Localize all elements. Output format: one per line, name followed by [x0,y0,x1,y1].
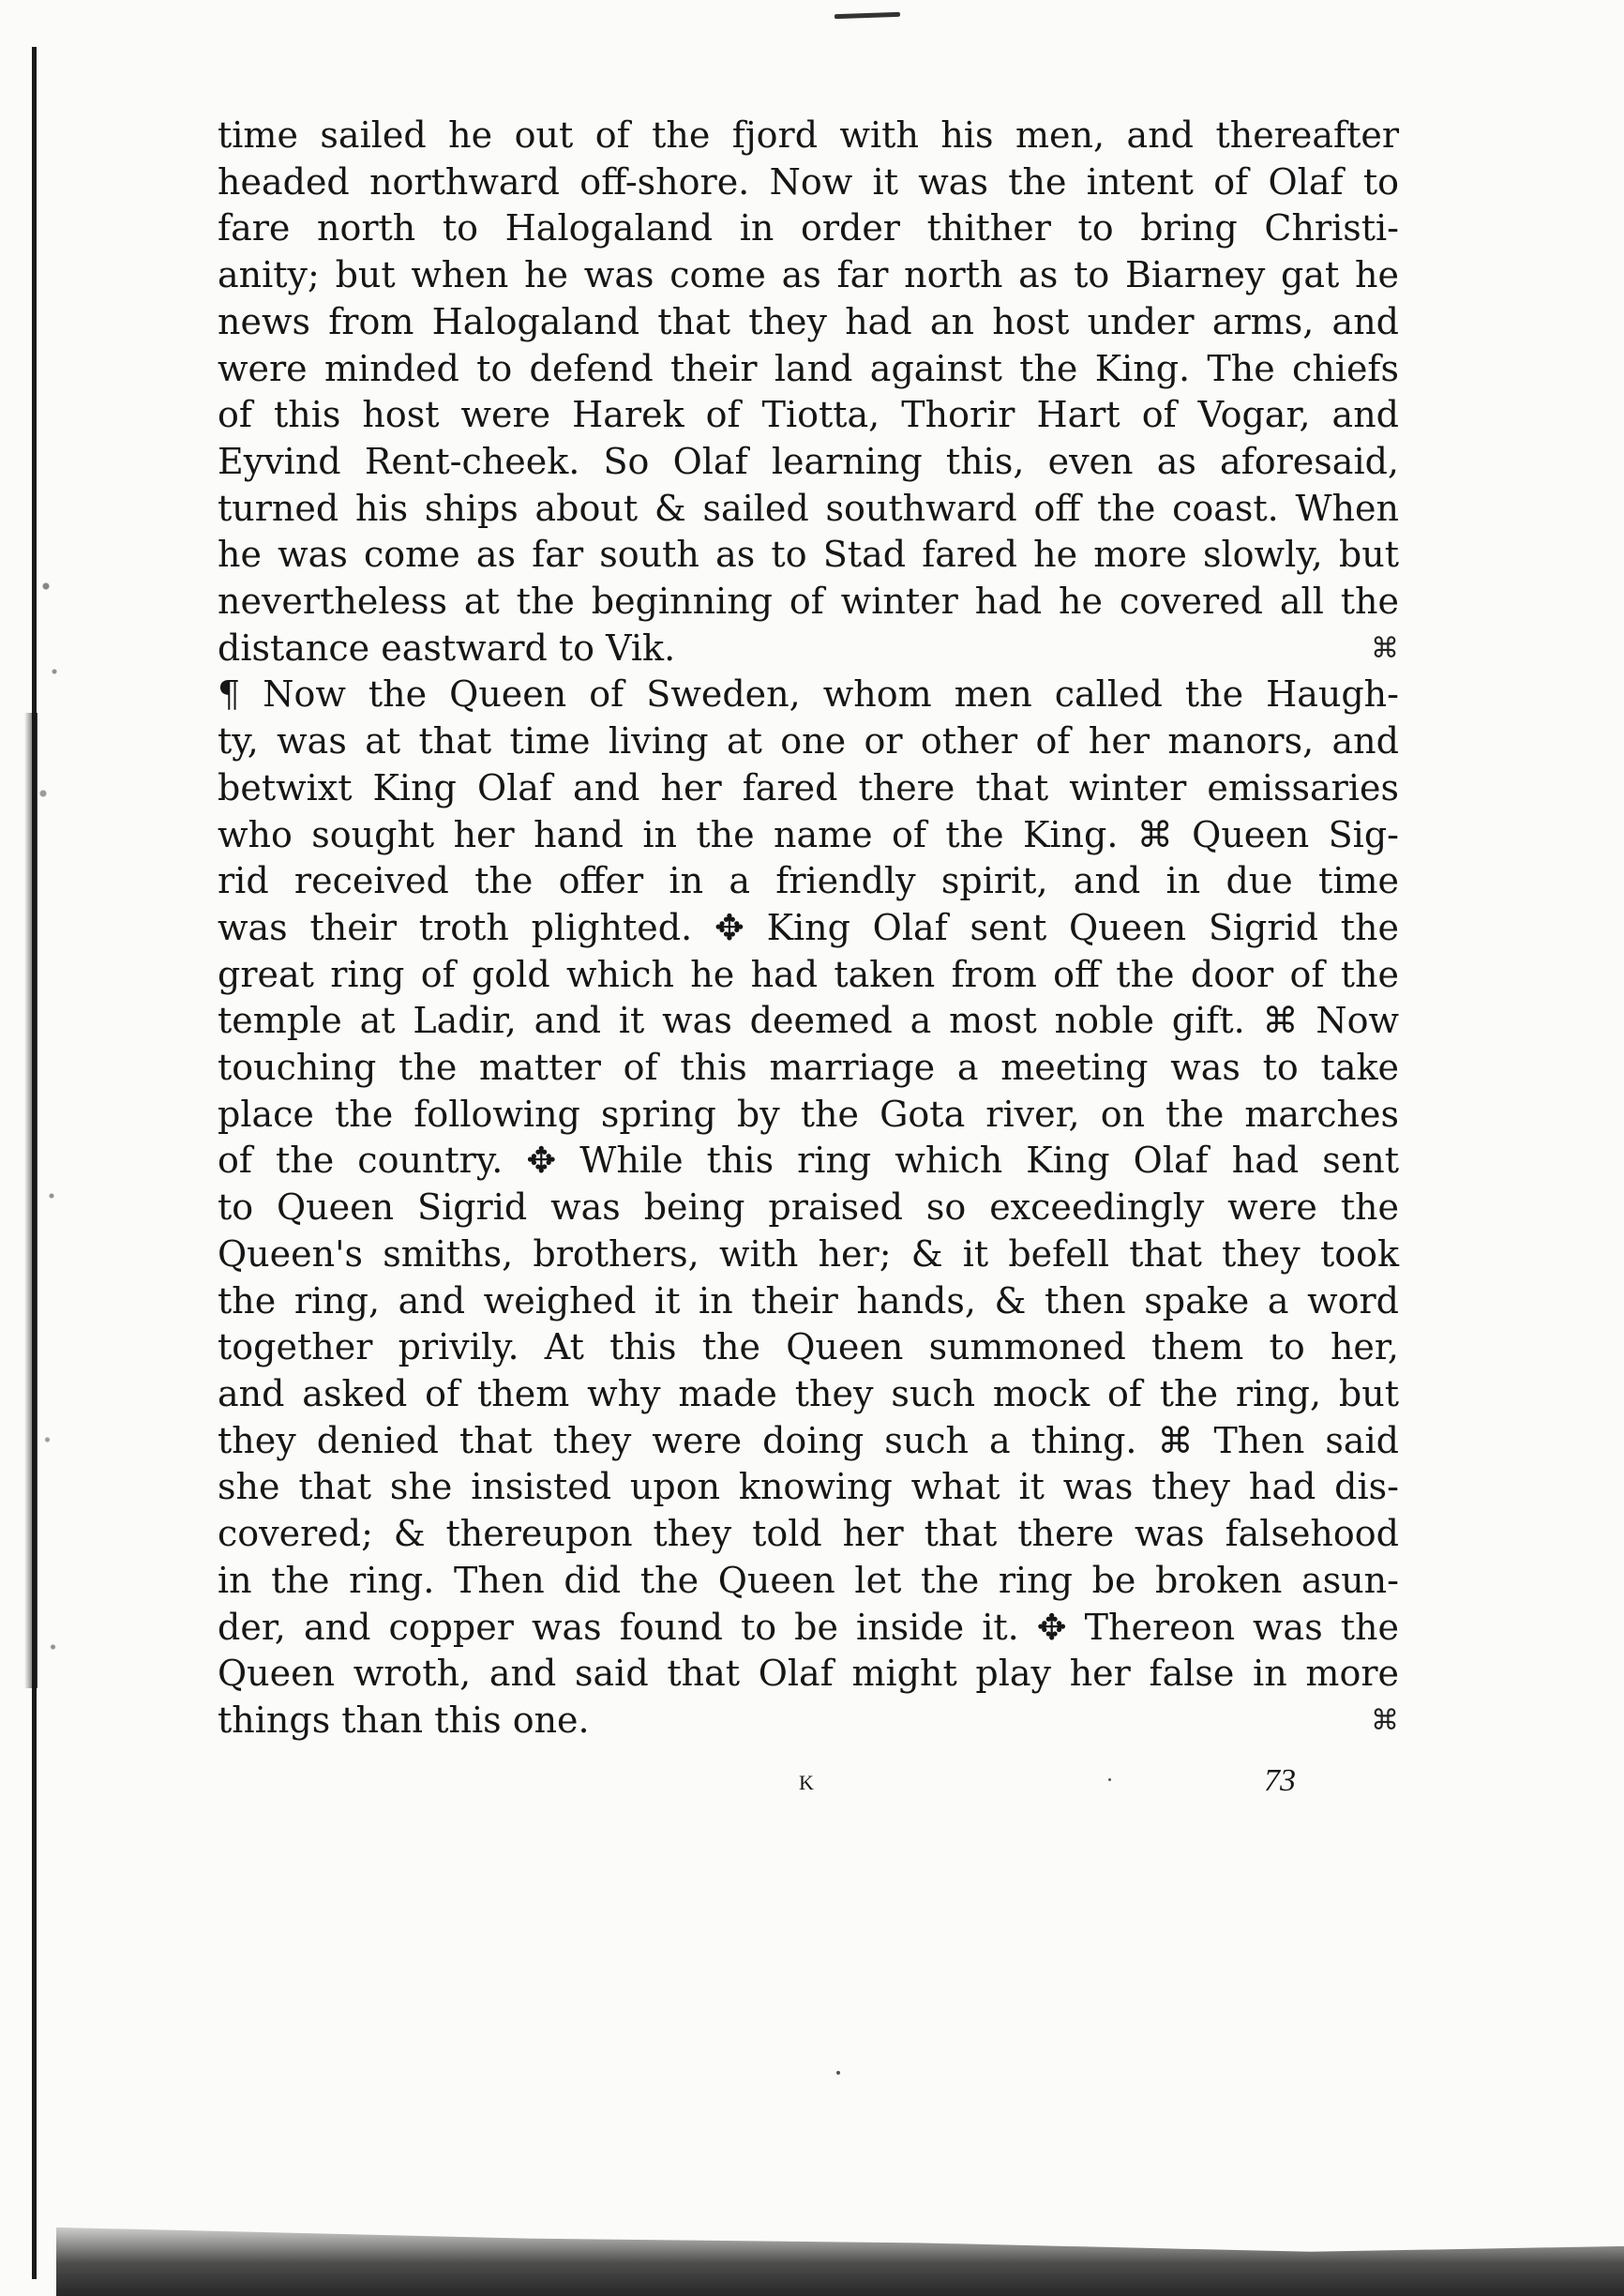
text-line: Queen's smiths, brothers, with her; & it befell that they took [218,1232,1399,1275]
text-line: she that she insisted upon knowing what it was they had dis- [218,1466,1399,1508]
text-line: he was come as far south as to Stad fared he more slowly, but [218,534,1399,576]
text-line: der, and copper was found to be inside it. ✥ Thereon was the [218,1606,1399,1648]
text-line: temple at Ladir, and it was deemed a most noble gift. ⌘ Now [218,1000,1399,1042]
text-line: in the ring. Then did the Queen let the ring be broken asun- [218,1559,1399,1601]
scan-speck [836,2071,840,2075]
text-line: covered; & thereupon they told her that there was falsehood [218,1513,1399,1555]
text-line: who sought her hand in the name of the King. ⌘ Queen Sig- [218,813,1399,855]
text-line: and asked of them why made they such mock of the ring, but [218,1372,1399,1414]
text-line: fare north to Halogaland in order thither to bring Christi- [218,207,1399,249]
ornament-icon: ⌘ [1371,1703,1399,1737]
paragraph-end-line [218,1698,1399,1745]
text-line: to Queen Sigrid was being praised so exceedingly were the [218,1186,1399,1229]
text-line: place the following spring by the Gota river, on the marches [218,1093,1399,1135]
text-line: of the country. ✥ While this ring which King Olaf had sent [218,1140,1399,1182]
text-line: nevertheless at the beginning of winter had he covered all the [218,581,1399,623]
text-line: touching the matter of this marriage a meeting was to take [218,1047,1399,1089]
signature-mark: K [799,1771,815,1794]
scan-left-specks [38,525,66,1745]
text-line: together privily. At this the Queen summoned them to her, [218,1326,1399,1368]
text-line: were minded to defend their land against the King. The chiefs [218,347,1399,389]
text-line: Queen wroth, and said that Olaf might play her false in more [218,1653,1399,1695]
scan-top-mark [835,12,900,19]
text-line: they denied that they were doing such a thing. ⌘ Then said [218,1419,1399,1461]
text-line: was their troth plighted. ✥ King Olaf sent Queen Sigrid the [218,906,1399,948]
text-line: anity; but when he was come as far north as to Biarney gat he [218,254,1399,296]
text-line: betwixt King Olaf and her fared there that winter emissaries [218,766,1399,808]
text-line: distance eastward to Vik. [218,627,676,669]
page-number: 73 [1264,1763,1296,1798]
scan-bottom-shadow [56,2185,1624,2296]
text-line: of this host were Harek of Tiotta, Thorir Hart of Vogar, and [218,394,1399,436]
text-line: turned his ships about & sailed southward off the coast. When [218,487,1399,529]
ornament-icon: ⌘ [1371,631,1399,665]
text-line: great ring of gold which he had taken from off the door of the [218,953,1399,995]
scan-left-shadow [24,713,38,1688]
text-line: rid received the offer in a friendly spirit, and in due time [218,860,1399,902]
text-line: time sailed he out of the fjord with his men, and thereafter [218,114,1399,156]
text-line: Eyvind Rent-cheek. So Olaf learning this, even as aforesaid, [218,440,1399,482]
page-footer [0,1763,1624,1810]
text-line: ty, was at that time living at one or other of her manors, and [218,720,1399,763]
text-line: things than this one. [218,1699,590,1741]
text-line: headed northward off-shore. Now it was the intent of Olaf to [218,160,1399,203]
paragraph-end-line [218,626,1399,672]
text-line: news from Halogaland that they had an host under arms, and [218,300,1399,342]
page-body-text [218,113,1399,1745]
text-line: ¶ Now the Queen of Sweden, whom men called the Haugh- [218,673,1399,716]
text-line: the ring, and weighed it in their hands, & then spake a word [218,1279,1399,1322]
